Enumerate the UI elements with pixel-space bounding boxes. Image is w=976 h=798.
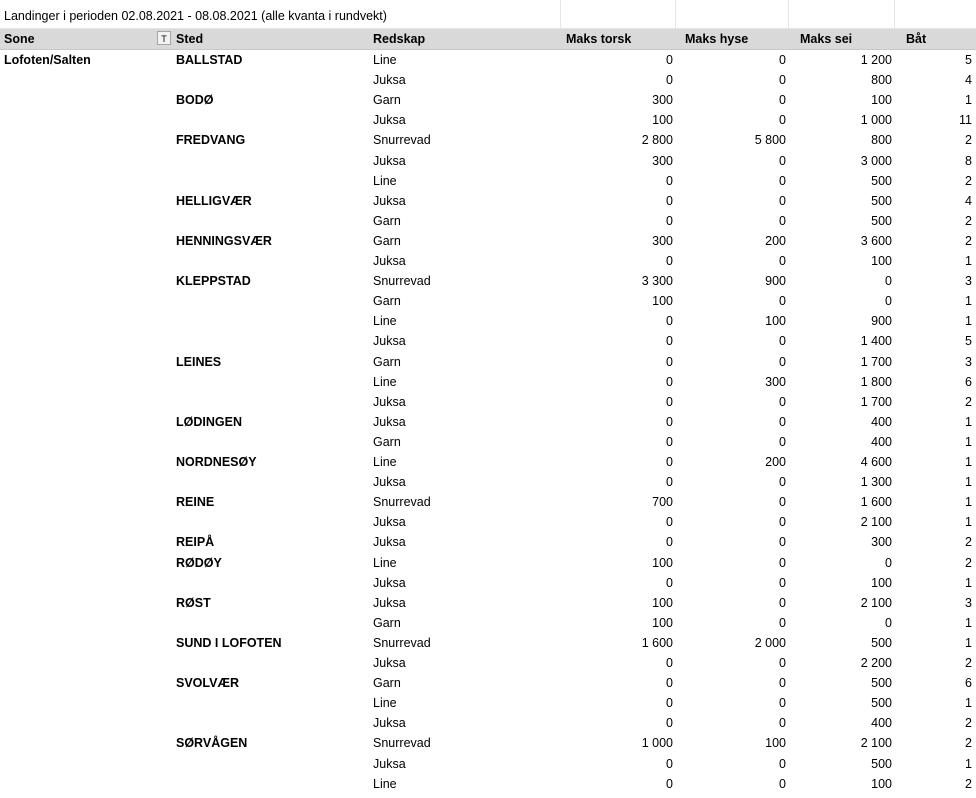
bat-cell: 6: [965, 676, 972, 691]
maks-hyse-cell: 0: [779, 756, 786, 771]
redskap-cell: Garn: [373, 354, 401, 369]
maks-hyse-cell: 0: [779, 495, 786, 510]
redskap-cell: Snurrevad: [373, 736, 431, 751]
maks-torsk-cell: 3 300: [641, 274, 673, 289]
bat-cell: 2: [965, 213, 972, 228]
maks-torsk-cell: 0: [666, 334, 673, 349]
maks-torsk-cell: 0: [666, 354, 673, 369]
maks-hyse-cell: 200: [765, 455, 786, 469]
bat-cell: 3: [965, 354, 972, 369]
maks-hyse-cell: 0: [779, 696, 786, 711]
maks-hyse-cell: 0: [779, 334, 786, 349]
bat-cell: 1: [965, 696, 972, 711]
redskap-cell: Juksa: [373, 334, 406, 349]
sted-cell: FREDVANG: [176, 133, 246, 148]
sted-cell: BALLSTAD: [176, 53, 243, 67]
redskap-cell: Line: [373, 173, 397, 188]
maks-sei-cell: 1 000: [860, 113, 892, 128]
maks-torsk-cell: 0: [666, 776, 673, 791]
maks-torsk-cell: 1 600: [641, 635, 673, 650]
maks-sei-cell: 1 600: [860, 495, 892, 510]
maks-hyse-cell: 0: [779, 153, 786, 168]
maks-sei-cell: 1 800: [860, 374, 892, 389]
maks-torsk-cell: 300: [652, 153, 673, 168]
redskap-cell: Line: [373, 53, 397, 67]
header-maks-torsk: Maks torsk: [566, 32, 632, 46]
maks-hyse-cell: 0: [779, 173, 786, 188]
maks-sei-cell: 500: [871, 173, 892, 188]
redskap-cell: Juksa: [373, 535, 406, 550]
maks-hyse-cell: 0: [779, 414, 786, 429]
maks-sei-cell: 2 200: [860, 656, 892, 670]
maks-sei-cell: 500: [871, 213, 892, 228]
header-sted: Sted: [176, 32, 204, 46]
bat-cell: 1: [965, 495, 972, 510]
header-bat: Båt: [906, 32, 927, 46]
bat-cell: 4: [965, 193, 972, 208]
maks-sei-cell: 100: [871, 776, 892, 791]
redskap-cell: Line: [373, 696, 397, 711]
maks-sei-cell: 100: [871, 93, 892, 108]
bat-cell: 3: [965, 274, 972, 289]
table-row: [0, 171, 976, 191]
maks-torsk-cell: 0: [666, 756, 673, 771]
table-row: [0, 311, 976, 331]
table-row: [0, 573, 976, 593]
sone-cell: Lofoten/Salten: [4, 53, 91, 67]
maks-hyse-cell: 0: [779, 213, 786, 228]
maks-hyse-cell: 0: [779, 354, 786, 369]
bat-cell: 5: [965, 334, 972, 349]
sted-cell: SØRVÅGEN: [176, 736, 248, 751]
maks-hyse-cell: 0: [779, 575, 786, 590]
bat-cell: 2: [965, 776, 972, 791]
maks-sei-cell: 4 600: [860, 455, 892, 469]
maks-hyse-cell: 0: [779, 615, 786, 630]
maks-hyse-cell: 2 000: [754, 635, 786, 650]
maks-torsk-cell: 100: [652, 615, 673, 630]
bat-cell: 1: [965, 93, 972, 108]
filter-icon[interactable]: T: [157, 31, 171, 45]
redskap-cell: Juksa: [373, 254, 406, 268]
bat-cell: 1: [965, 615, 972, 630]
maks-hyse-cell: 0: [779, 294, 786, 309]
redskap-cell: Juksa: [373, 394, 406, 409]
maks-torsk-cell: 0: [666, 193, 673, 208]
table-row: [0, 412, 976, 432]
table-row: [0, 191, 976, 211]
maks-torsk-cell: 0: [666, 656, 673, 670]
maks-sei-cell: 100: [871, 254, 892, 268]
empty-cell: [894, 0, 976, 28]
sted-cell: KLEPPSTAD: [176, 274, 251, 289]
maks-torsk-cell: 100: [652, 113, 673, 128]
sted-cell: BODØ: [176, 93, 214, 108]
maks-torsk-cell: 0: [666, 475, 673, 490]
bat-cell: 2: [965, 656, 972, 670]
maks-torsk-cell: 0: [666, 173, 673, 188]
redskap-cell: Garn: [373, 233, 401, 248]
bat-cell: 1: [965, 455, 972, 469]
maks-sei-cell: 1 700: [860, 354, 892, 369]
bat-cell: 2: [965, 173, 972, 188]
maks-hyse-cell: 300: [765, 374, 786, 389]
table-row: [0, 512, 976, 532]
maks-torsk-cell: 0: [666, 53, 673, 67]
maks-sei-cell: 900: [871, 314, 892, 329]
sted-cell: SVOLVÆR: [176, 676, 239, 691]
table-row: [0, 472, 976, 492]
bat-cell: 8: [965, 153, 972, 168]
bat-cell: 1: [965, 475, 972, 490]
sted-cell: REINE: [176, 495, 215, 510]
maks-torsk-cell: 0: [666, 414, 673, 429]
bat-cell: 2: [965, 716, 972, 731]
redskap-cell: Garn: [373, 434, 401, 449]
maks-hyse-cell: 0: [779, 475, 786, 490]
table-row: [0, 593, 976, 613]
table-row: [0, 130, 976, 150]
maks-hyse-cell: 100: [765, 736, 786, 751]
maks-sei-cell: 1 700: [860, 394, 892, 409]
maks-torsk-cell: 100: [652, 555, 673, 570]
table-row: [0, 251, 976, 271]
table-row: [0, 372, 976, 392]
bat-cell: 2: [965, 394, 972, 409]
bat-cell: 5: [965, 53, 972, 67]
redskap-cell: Juksa: [373, 515, 406, 530]
sted-cell: LØDINGEN: [176, 414, 242, 429]
bat-cell: 4: [965, 73, 972, 88]
maks-sei-cell: 0: [885, 274, 892, 289]
sted-cell: RØST: [176, 595, 211, 610]
maks-hyse-cell: 0: [779, 676, 786, 691]
bat-cell: 1: [965, 756, 972, 771]
maks-sei-cell: 100: [871, 575, 892, 590]
bat-cell: 1: [965, 575, 972, 590]
table-row: [0, 774, 976, 794]
maks-torsk-cell: 0: [666, 515, 673, 530]
table-row: [0, 352, 976, 372]
table-row: [0, 553, 976, 573]
maks-torsk-cell: 0: [666, 535, 673, 550]
sted-cell: HELLIGVÆR: [176, 193, 252, 208]
maks-torsk-cell: 0: [666, 455, 673, 469]
header-redskap: Redskap: [373, 32, 426, 46]
sted-cell: SUND I LOFOTEN: [176, 635, 282, 650]
maks-sei-cell: 400: [871, 414, 892, 429]
redskap-cell: Juksa: [373, 756, 406, 771]
report-title: Landinger i perioden 02.08.2021 - 08.08.2021 (alle kvanta i rundvekt): [4, 9, 387, 23]
bat-cell: 6: [965, 374, 972, 389]
maks-sei-cell: 1 400: [860, 334, 892, 349]
maks-hyse-cell: 5 800: [754, 133, 786, 148]
table-row: [0, 90, 976, 110]
empty-cell: [788, 0, 895, 28]
maks-torsk-cell: 0: [666, 394, 673, 409]
maks-torsk-cell: 0: [666, 73, 673, 88]
bat-cell: 2: [965, 535, 972, 550]
redskap-cell: Juksa: [373, 153, 406, 168]
maks-hyse-cell: 0: [779, 776, 786, 791]
maks-sei-cell: 0: [885, 615, 892, 630]
redskap-cell: Juksa: [373, 193, 406, 208]
maks-sei-cell: 2 100: [860, 595, 892, 610]
maks-hyse-cell: 0: [779, 434, 786, 449]
maks-torsk-cell: 2 800: [641, 133, 673, 148]
table-row: [0, 392, 976, 412]
maks-sei-cell: 2 100: [860, 515, 892, 530]
bat-cell: 1: [965, 515, 972, 530]
sted-cell: NORDNESØY: [176, 455, 257, 469]
bat-cell: 1: [965, 414, 972, 429]
header-maks-hyse: Maks hyse: [685, 32, 749, 46]
redskap-cell: Juksa: [373, 656, 406, 670]
maks-sei-cell: 400: [871, 434, 892, 449]
bat-cell: 2: [965, 233, 972, 248]
maks-hyse-cell: 0: [779, 535, 786, 550]
redskap-cell: Garn: [373, 93, 401, 108]
maks-torsk-cell: 0: [666, 716, 673, 731]
table-header: [0, 29, 976, 50]
redskap-cell: Garn: [373, 213, 401, 228]
table-row: [0, 673, 976, 693]
maks-sei-cell: 2 100: [860, 736, 892, 751]
maks-sei-cell: 500: [871, 193, 892, 208]
maks-sei-cell: 500: [871, 635, 892, 650]
redskap-cell: Line: [373, 455, 397, 469]
maks-sei-cell: 500: [871, 676, 892, 691]
maks-sei-cell: 500: [871, 756, 892, 771]
sted-cell: LEINES: [176, 354, 222, 369]
redskap-cell: Garn: [373, 615, 401, 630]
header-maks-sei: Maks sei: [800, 32, 853, 46]
redskap-cell: Juksa: [373, 595, 406, 610]
table-row: [0, 532, 976, 552]
maks-hyse-cell: 0: [779, 73, 786, 88]
redskap-cell: Line: [373, 555, 397, 570]
maks-torsk-cell: 1 000: [641, 736, 673, 751]
redskap-cell: Juksa: [373, 575, 406, 590]
maks-torsk-cell: 0: [666, 213, 673, 228]
maks-hyse-cell: 100: [765, 314, 786, 329]
table-row: [0, 291, 976, 311]
bat-cell: 1: [965, 434, 972, 449]
bat-cell: 1: [965, 635, 972, 650]
maks-sei-cell: 400: [871, 716, 892, 731]
redskap-cell: Snurrevad: [373, 274, 431, 289]
maks-torsk-cell: 300: [652, 93, 673, 108]
maks-sei-cell: 0: [885, 294, 892, 309]
empty-cell: [560, 0, 676, 28]
maks-hyse-cell: 0: [779, 394, 786, 409]
maks-torsk-cell: 0: [666, 434, 673, 449]
table-row: [0, 613, 976, 633]
table-row: [0, 733, 976, 753]
table-row: [0, 211, 976, 231]
redskap-cell: Line: [373, 314, 397, 329]
maks-torsk-cell: 0: [666, 696, 673, 711]
redskap-cell: Snurrevad: [373, 635, 431, 650]
maks-hyse-cell: 0: [779, 53, 786, 67]
sted-cell: REIPÅ: [176, 535, 215, 550]
maks-sei-cell: 1 200: [860, 53, 892, 67]
table-row: [0, 432, 976, 452]
bat-cell: 3: [965, 595, 972, 610]
table-row: [0, 50, 976, 70]
redskap-cell: Juksa: [373, 113, 406, 128]
maks-sei-cell: 1 300: [860, 475, 892, 490]
maks-sei-cell: 500: [871, 696, 892, 711]
report-title-row: [0, 0, 976, 29]
maks-hyse-cell: 0: [779, 656, 786, 670]
maks-hyse-cell: 0: [779, 254, 786, 268]
redskap-cell: Garn: [373, 294, 401, 309]
redskap-cell: Snurrevad: [373, 495, 431, 510]
bat-cell: 1: [965, 314, 972, 329]
redskap-cell: Juksa: [373, 475, 406, 490]
maks-hyse-cell: 0: [779, 193, 786, 208]
maks-sei-cell: 3 600: [860, 233, 892, 248]
table-row: [0, 713, 976, 733]
bat-cell: 2: [965, 555, 972, 570]
maks-sei-cell: 800: [871, 133, 892, 148]
maks-hyse-cell: 0: [779, 113, 786, 128]
maks-hyse-cell: 0: [779, 93, 786, 108]
maks-hyse-cell: 0: [779, 555, 786, 570]
maks-sei-cell: 0: [885, 555, 892, 570]
bat-cell: 11: [959, 113, 972, 128]
table-row: [0, 70, 976, 90]
table-row: [0, 151, 976, 171]
bat-cell: 1: [965, 294, 972, 309]
maks-hyse-cell: 0: [779, 515, 786, 530]
table-row: [0, 693, 976, 713]
redskap-cell: Snurrevad: [373, 133, 431, 148]
maks-hyse-cell: 200: [765, 233, 786, 248]
redskap-cell: Line: [373, 374, 397, 389]
header-sone: Sone: [4, 32, 35, 46]
maks-sei-cell: 300: [871, 535, 892, 550]
maks-sei-cell: 800: [871, 73, 892, 88]
maks-torsk-cell: 0: [666, 314, 673, 329]
maks-torsk-cell: 300: [652, 233, 673, 248]
maks-torsk-cell: 0: [666, 254, 673, 268]
maks-torsk-cell: 0: [666, 575, 673, 590]
table-row: [0, 452, 976, 472]
maks-sei-cell: 3 000: [860, 153, 892, 168]
sted-cell: HENNINGSVÆR: [176, 233, 272, 248]
sted-cell: RØDØY: [176, 555, 222, 570]
maks-hyse-cell: 0: [779, 595, 786, 610]
table-row: [0, 653, 976, 673]
maks-torsk-cell: 100: [652, 595, 673, 610]
table-row: [0, 492, 976, 512]
bat-cell: 2: [965, 736, 972, 751]
table-row: [0, 754, 976, 774]
bat-cell: 1: [965, 254, 972, 268]
maks-torsk-cell: 700: [652, 495, 673, 510]
table-row: [0, 633, 976, 653]
table-row: [0, 331, 976, 351]
maks-torsk-cell: 100: [652, 294, 673, 309]
maks-torsk-cell: 0: [666, 676, 673, 691]
empty-cell: [675, 0, 789, 28]
table-row: [0, 271, 976, 291]
redskap-cell: Juksa: [373, 414, 406, 429]
redskap-cell: Juksa: [373, 73, 406, 88]
redskap-cell: Line: [373, 776, 397, 791]
table-row: [0, 231, 976, 251]
maks-hyse-cell: 900: [765, 274, 786, 289]
redskap-cell: Juksa: [373, 716, 406, 731]
maks-hyse-cell: 0: [779, 716, 786, 731]
maks-torsk-cell: 0: [666, 374, 673, 389]
table-row: [0, 110, 976, 130]
bat-cell: 2: [965, 133, 972, 148]
redskap-cell: Garn: [373, 676, 401, 691]
